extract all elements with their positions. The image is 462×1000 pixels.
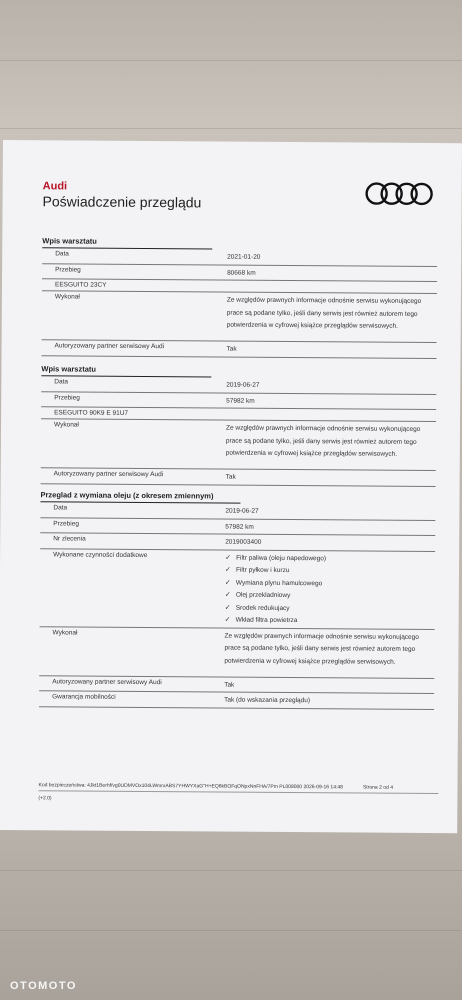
entry-1 xyxy=(41,236,437,358)
row-label: Data xyxy=(54,378,69,386)
document-title: Poświadczenie przeglądu xyxy=(42,193,202,211)
check-icon: ✓ xyxy=(224,616,231,624)
row-label: Przebieg xyxy=(54,393,80,402)
table-row xyxy=(41,419,436,471)
item-label: Filtr paliwa (oleju napedowego) xyxy=(236,554,327,562)
row-label: Przebieg xyxy=(55,265,81,274)
entry-3 xyxy=(39,490,436,709)
page-number: Strona 2 od 4 xyxy=(362,784,394,791)
document-footer xyxy=(38,782,438,804)
item-label: Olej przekladniowy xyxy=(235,591,291,600)
row-label: Nr zlecenia xyxy=(53,535,86,543)
row-label: Przebieg xyxy=(53,519,80,528)
check-icon: ✓ xyxy=(225,554,231,562)
row-value: Tak (do wskazania przeglądu) xyxy=(224,696,311,705)
row-value: Ze względów prawnych informacje odnośnie serwisu wykonującego prace są podane tylko, jeśli dany serwis jest również autorem tego potwierdzenia w cyfrowej książce przeglądów serwisowych. xyxy=(225,424,421,458)
check-icon: ✓ xyxy=(224,591,231,599)
entry-title: Wpis warsztatu xyxy=(41,364,211,377)
row-value: 57982 km xyxy=(225,523,254,531)
table-row xyxy=(40,549,436,630)
row-label: Wykonał xyxy=(53,421,79,429)
row-value: 2021-01-20 xyxy=(227,253,261,261)
brand-name: Audi xyxy=(42,180,68,193)
check-icon: ✓ xyxy=(224,579,231,587)
row-value: Tak xyxy=(226,345,237,353)
entry-2 xyxy=(41,364,437,486)
table-row xyxy=(39,691,434,709)
entry-title: Przeglad z wymiana oleju (z okresem zmiennym) xyxy=(40,490,240,503)
check-icon: ✓ xyxy=(224,566,231,574)
security-code: Kod bezpieczeństwa: 4Jkt1Berhf/vg0UDMVOx104LWmrxABS7YHWYXaG"H+EQ6kBOFqONpxNnFHA/7Pm PL008000 2026-09-16 14:48 xyxy=(38,782,343,791)
entry-title: Wpis warsztatu xyxy=(42,236,212,249)
row-label: Data xyxy=(53,504,68,512)
row-value: 80668 km xyxy=(227,269,256,277)
row-label: Autoryzowany partner serwisowy Audi xyxy=(53,470,164,479)
row-value: Tak xyxy=(225,473,236,481)
item-label: Wkład filtra powietrza xyxy=(235,616,298,625)
row-value xyxy=(226,409,436,412)
additional-work-list xyxy=(225,550,436,628)
row-label: Data xyxy=(55,250,69,258)
row-value: 2019003400 xyxy=(225,538,262,546)
row-value: Ze względów prawnych informacje odnośnie serwisu wykonującego prace są podane tylko, jeśli dany serwis jest również autorem tego potwierdzenia w cyfrowej książce przeglądów serwisowych. xyxy=(226,296,422,330)
row-label: Wykonał xyxy=(54,293,80,301)
row-label: Autoryzowany partner serwisowy Audi xyxy=(52,677,162,686)
row-value: 2019-06-27 xyxy=(226,381,260,389)
table-row xyxy=(39,627,434,679)
watermark-logo: OTOMOTO xyxy=(10,980,77,992)
row-label: Autoryzowany partner serwisowy Audi xyxy=(54,342,165,351)
document-page xyxy=(0,140,462,833)
item-label: Srodek redukujacy xyxy=(235,604,290,612)
row-value: 57982 km xyxy=(226,397,255,405)
row-label: ESEGUITO 90K9 E 91U7 xyxy=(54,409,129,417)
check-icon: ✓ xyxy=(224,604,231,612)
table-row xyxy=(41,340,436,358)
row-label: Wykonane czynności dodatkowe xyxy=(53,550,148,559)
row-value: 2019-06-27 xyxy=(225,507,259,515)
row-value: Tak xyxy=(224,681,235,689)
version-label: (+2.0) xyxy=(38,795,52,802)
item-label: Wymiana plynu hamulcowego xyxy=(235,579,323,587)
row-value xyxy=(227,281,437,284)
row-label: Gwarancja mobilności xyxy=(52,693,116,701)
list-item xyxy=(225,615,435,629)
row-value: Ze względów prawnych informacje odnośnie serwisu wykonującego prace są podane tylko, jeśli dany serwis jest również autorem tego potwierdzenia w cyfrowej książce przeglądów serwisowych. xyxy=(224,632,419,666)
row-label: Wykonał xyxy=(52,628,78,637)
row-label: EESGUITO 23CY xyxy=(54,281,107,289)
table-row xyxy=(42,291,437,343)
table-row xyxy=(41,468,436,486)
item-label: Filtr pyłkow i kurzu xyxy=(235,566,290,575)
audi-rings-logo xyxy=(365,181,437,208)
